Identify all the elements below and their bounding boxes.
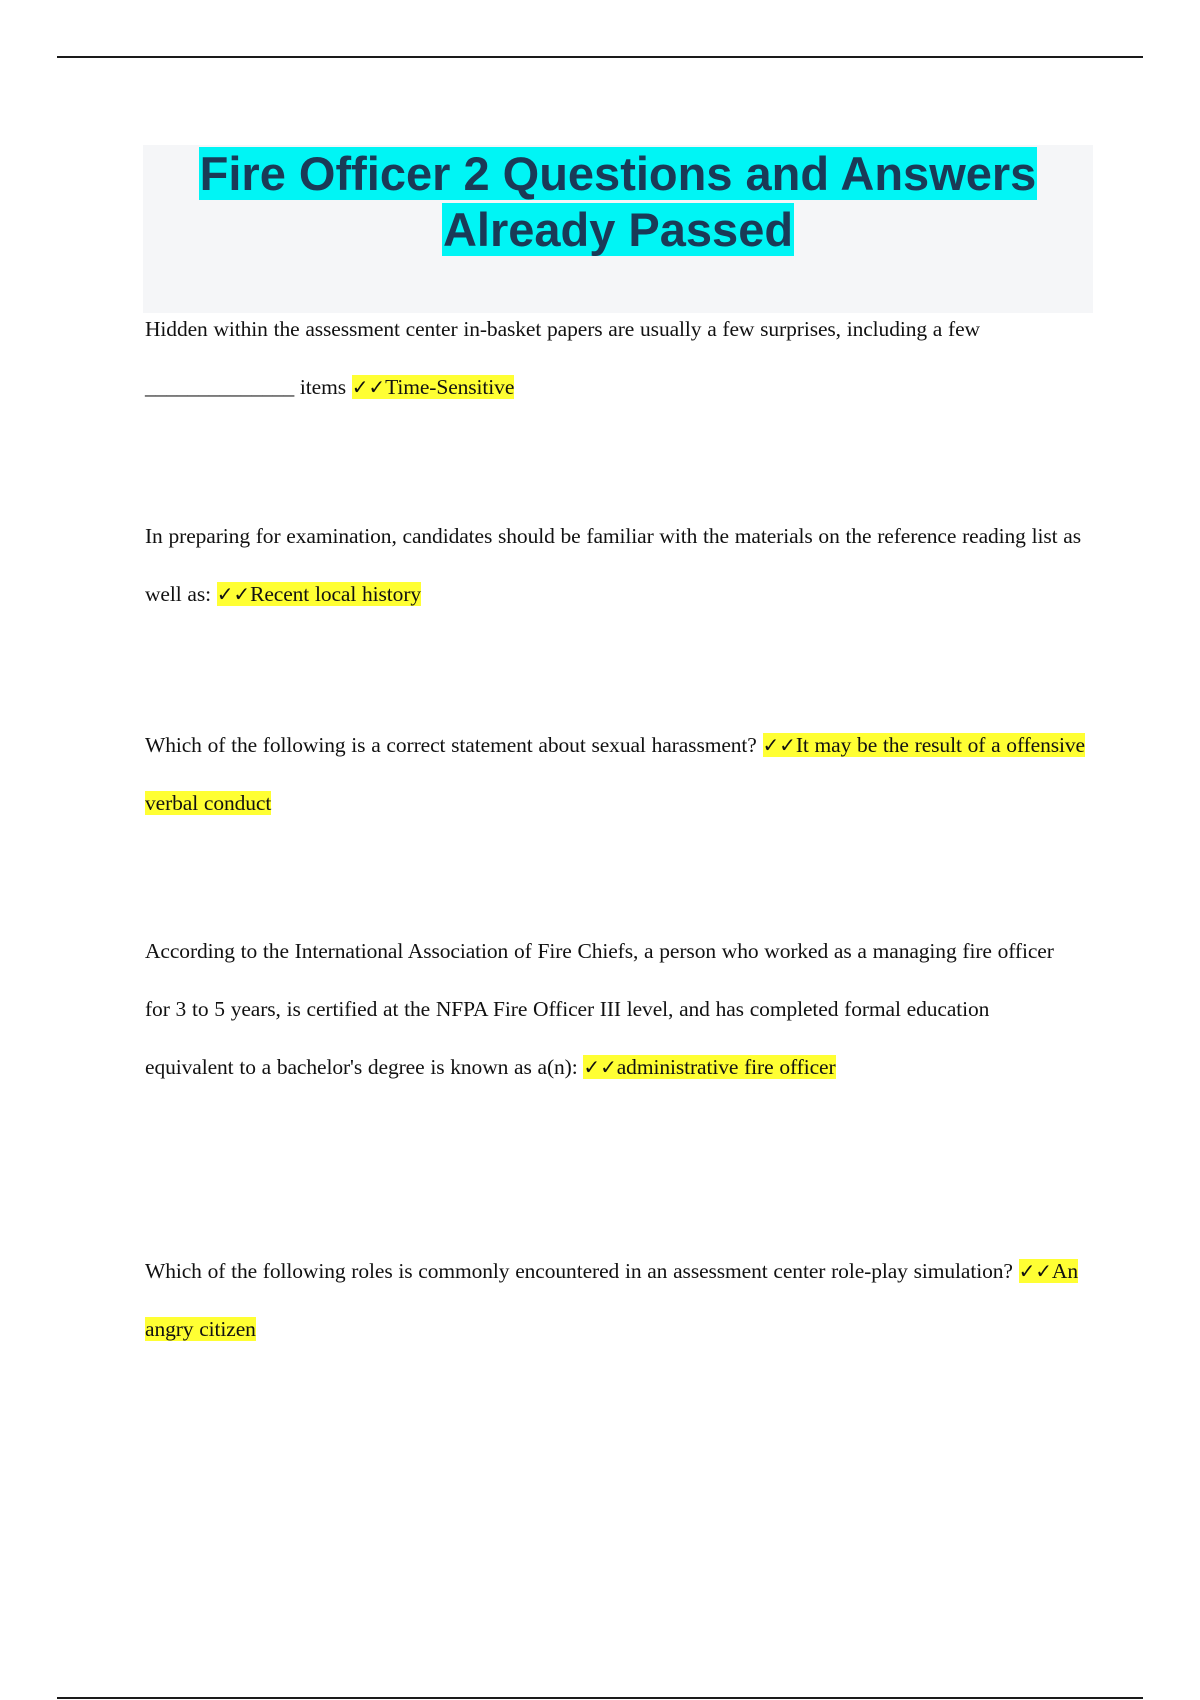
document-title: [143, 145, 1093, 258]
answer-text: An angry citizen: [145, 1259, 1078, 1341]
question-text: Which of the following roles is commonly encountered in an assessment center role-play simulation?: [145, 1259, 1019, 1283]
qa-item: [145, 716, 1095, 832]
qa-item: [145, 922, 1080, 1096]
question-text: According to the International Association of Fire Chiefs, a person who worked as a managing fire officer for 3 to 5 years, is certified at the NFPA Fire Officer III level, and has completed formal education equivalent to a bachelor's degree is known as a(n):: [145, 939, 1054, 1079]
question-text: In preparing for examination, candidates should be familiar with the materials on the reference reading list as well as:: [145, 524, 1081, 606]
double-check-icon: ✓✓: [216, 582, 251, 606]
footer-rule: [57, 1697, 1143, 1699]
qa-item: [145, 507, 1095, 623]
double-check-icon: ✓✓: [762, 733, 796, 757]
question-text: Which of the following is a correct statement about sexual harassment?: [145, 733, 763, 757]
double-check-icon: ✓✓: [351, 375, 386, 399]
qa-item: [145, 300, 1095, 416]
title-line-1: Fire Officer 2 Questions and Answers: [199, 147, 1037, 200]
answer-highlight: [352, 375, 515, 399]
answer-text: Recent local history: [250, 582, 422, 606]
title-block: [143, 145, 1093, 313]
answer-text: Time-Sensitive: [385, 375, 515, 399]
question-text: Hidden within the assessment center in-basket papers are usually a few surprises, including a few ______________ items: [145, 317, 980, 399]
answer-text: administrative fire officer: [616, 1055, 836, 1079]
answer-text: It may be the result of a offensive verbal conduct: [145, 733, 1086, 815]
answer-highlight: [583, 1055, 835, 1079]
qa-item: [145, 1242, 1095, 1358]
title-line-2: Already Passed: [442, 203, 794, 256]
header-rule: [57, 56, 1143, 58]
double-check-icon: ✓✓: [583, 1055, 617, 1079]
answer-highlight: [217, 582, 421, 606]
double-check-icon: ✓✓: [1018, 1259, 1052, 1283]
